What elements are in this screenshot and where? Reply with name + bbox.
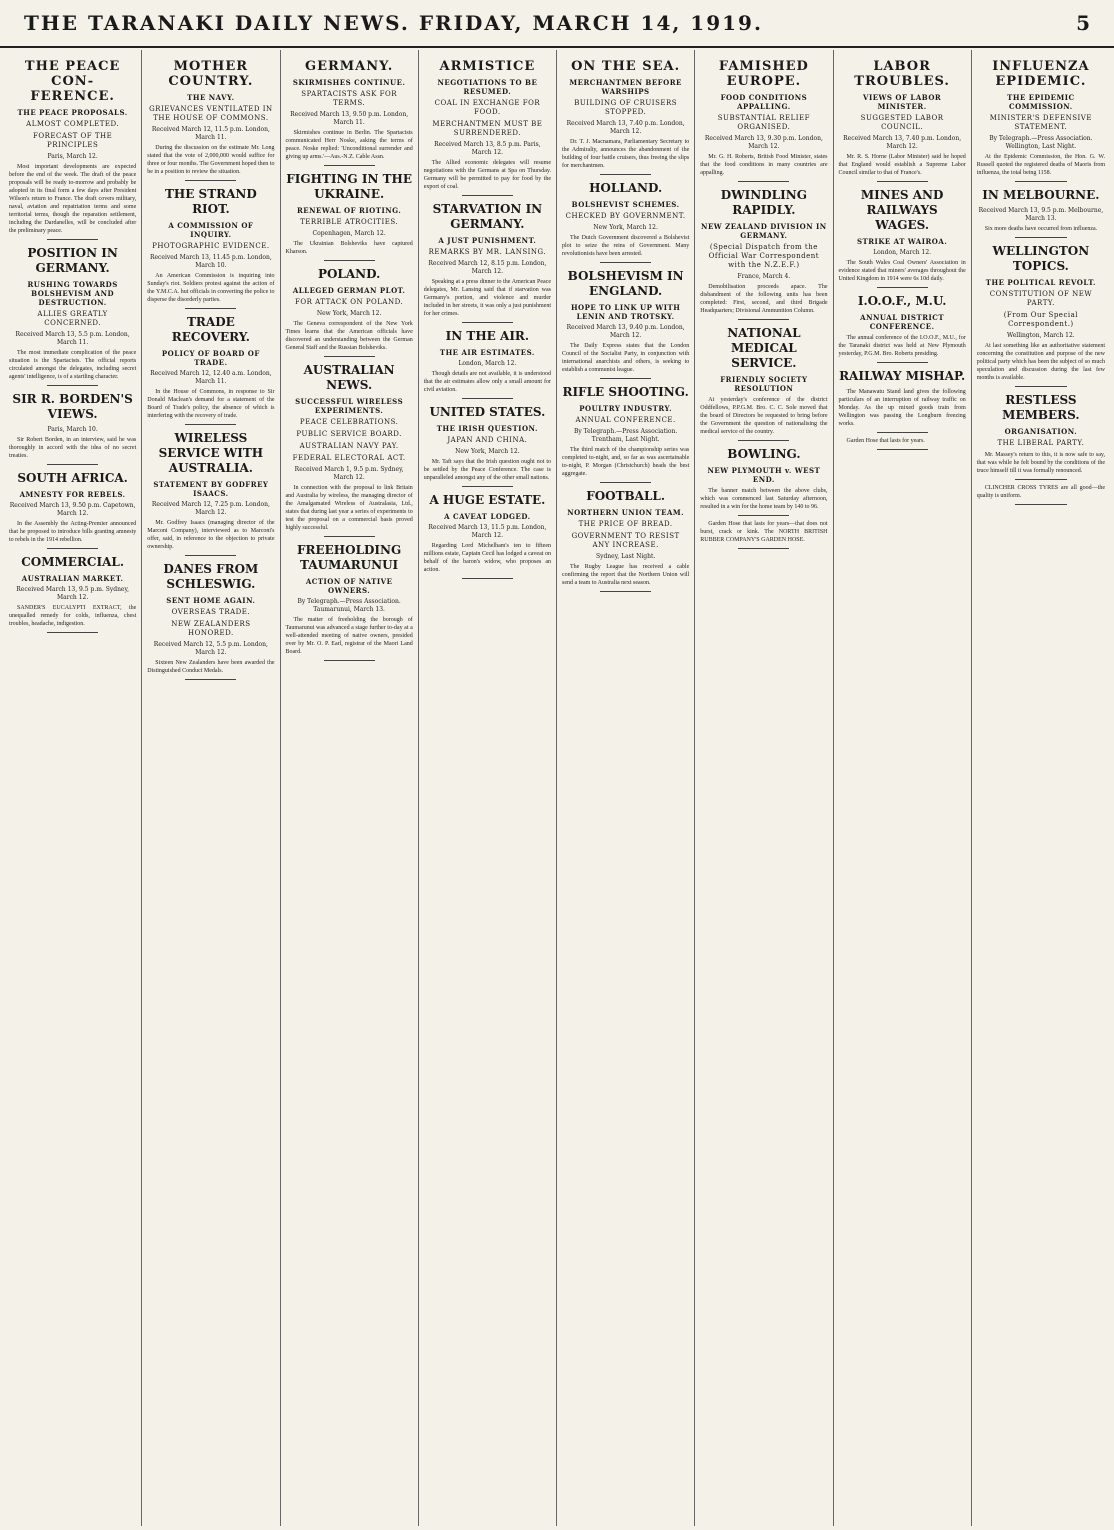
article-subheading: THE NAVY. [187, 93, 235, 102]
article-subheading: ACTION OF NATIVE OWNERS. [305, 577, 393, 595]
article-dateline: Received March 13, 9.30 p.m. London, March 12. [704, 135, 823, 150]
article-body: Though details are not available, it is understood that the air estimates allow only a small amount for civil aviation. [423, 371, 551, 393]
article-subheading: HOPE TO LINK UP WITH LENIN AND TROTSKY. [570, 303, 681, 321]
article-subheading: ANNUAL DISTRICT CONFERENCE. [860, 313, 945, 331]
article-headline: I.O.O.F., M.U. [857, 294, 947, 308]
article-headline: FIGHTING IN THE UKRAINE. [286, 172, 413, 201]
article-subheading: CONSTITUTION OF NEW PARTY. [989, 290, 1093, 307]
article-body: Regarding Lord Michelham's ten to fifteen millions estate, Captain Cecil has lodged a caveat on behalf of the baron's widow, who proposes an action. [423, 543, 551, 573]
article-headline: POSITION IN GERMANY. [27, 246, 118, 275]
article-subheading: SPARTACISTS ASK FOR TERMS. [301, 90, 397, 107]
article-dateline: Received March 13, 11.5 p.m. London, March 12. [428, 524, 547, 539]
article-dateline: By Telegraph.—Press Association. Trentham, Last Night. [573, 428, 678, 443]
column-grid [4, 50, 1110, 1526]
section-divider [877, 449, 928, 450]
section-divider [462, 322, 513, 323]
article-body: Garden Hose that lasts for years. [846, 438, 925, 444]
article-subheading: THE EPIDEMIC COMMISSION. [1007, 93, 1075, 111]
article-body: At yesterday's conference of the district Oddfellows, P.P.G.M. Bro. C. C. Sole moved that the board of Directors be requested to bring before the Government the question of nationalising the medical service of the country. [700, 397, 828, 435]
article-subheading: A CAVEAT LODGED. [444, 512, 531, 521]
article-column [4, 50, 142, 1526]
article-subheading: SUGGESTED LABOR COUNCIL. [860, 114, 944, 131]
article-dateline: New York, March 12. [316, 310, 382, 317]
section-divider [600, 378, 651, 379]
article-subheading: FEDERAL ELECTORAL ACT. [292, 454, 406, 462]
article-headline: FAMISHED EUROPE. [718, 59, 809, 89]
article-subheading: SENT HOME AGAIN. [166, 596, 256, 605]
section-divider [462, 486, 513, 487]
article-headline: AUSTRALIAN NEWS. [303, 363, 395, 392]
article-headline: A HUGE ESTATE. [429, 493, 546, 507]
section-divider [600, 262, 651, 263]
article-body: The Rugby League has received a cable confirming the report that the Northern Union will send a team to Australia next season. [562, 564, 690, 586]
section-divider [185, 555, 236, 556]
article-column [281, 50, 419, 1526]
section-divider [877, 181, 928, 182]
section-divider [185, 679, 236, 680]
article-subheading: NEW ZEALAND DIVISION IN GERMANY. [701, 222, 827, 240]
article-dateline: Paris, March 12. [47, 153, 98, 160]
article-body: The third match of the championship series was completed to-night, and, so far as was ascertainable to-night, P. Morgan (Christchurch) heads the best aggregate. [562, 447, 690, 477]
article-column [557, 50, 695, 1526]
article-headline: INFLUENZA EPIDEMIC. [992, 59, 1090, 89]
article-headline: THE PEACE CON-FERENCE. [24, 59, 121, 104]
section-divider [600, 591, 651, 592]
section-divider [738, 440, 789, 441]
article-headline: COMMERCIAL. [21, 555, 125, 569]
article-body: Dr. T. J. Macnamara, Parliamentary Secretary to the Admiralty, announces the abandonment of the building of four battle cruisers, thus freeing the slips for merchantmen. [562, 139, 690, 169]
article-dateline: Received March 1, 9.5 p.m. Sydney, March 12. [294, 466, 404, 481]
article-dateline: London, March 12. [873, 249, 932, 256]
article-dateline: France, March 4. [737, 273, 791, 280]
article-subheading: CHECKED BY GOVERNMENT. [565, 212, 686, 220]
article-dateline: Received March 13, 8.5 p.m. Paris, March 12. [434, 141, 541, 156]
article-subheading: NEW ZEALANDERS HONORED. [171, 620, 251, 637]
article-column [419, 50, 557, 1526]
article-subheading: FOOD CONDITIONS APPALLING. [720, 93, 808, 111]
article-subheading: ORGANISATION. [1004, 427, 1078, 436]
article-body: The Daily Express states that the London Council of the Socialist Party, in conjunction with international anarchists and others, is seeking to establish a communist league. [562, 343, 690, 373]
article-subheading: BOLSHEVIST SCHEMES. [571, 200, 680, 209]
article-subheading: OVERSEAS TRADE. [171, 608, 251, 616]
article-dateline: Received March 12, 7.25 p.m. London, March 12. [151, 501, 270, 516]
article-dateline: Received March 12, 8.15 p.m. London, March 12. [428, 260, 547, 275]
article-body: The Manawatu Stand land gives the following particulars of an interruption of railway traffic on Monday. As the up mixed goods train from Wellington was passing the Longburn freezing works. [838, 389, 966, 427]
section-divider [324, 260, 375, 261]
article-subheading: (Special Dispatch from the Official War Correspondent with the N.Z.E.F.) [708, 243, 820, 269]
section-divider [47, 385, 98, 386]
article-body: Speaking at a press dinner to the American Peace delegates, Mr. Lansing said that if starvation was Germany's portion, and violence and murder included in her streets, it was only a just punishment for her crimes. [423, 279, 551, 317]
section-divider [1015, 237, 1066, 238]
article-headline: RIFLE SHOOTING. [562, 385, 689, 399]
article-headline: ARMISTICE [439, 59, 536, 74]
article-subheading: FRIENDLY SOCIETY RESOLUTION [720, 375, 808, 393]
article-column [834, 50, 972, 1526]
article-subheading: MINISTER'S DEFENSIVE STATEMENT. [989, 114, 1092, 131]
article-dateline: Received March 12, 5.5 p.m. London, March 12. [153, 641, 268, 656]
article-subheading: THE PRICE OF BREAD. [578, 520, 673, 528]
article-dateline: By Telegraph.—Press Association. Taumarunui, March 13. [297, 598, 401, 613]
article-dateline: Sydney, Last Night. [595, 553, 656, 560]
article-dateline: Received March 12, 12.40 a.m. London, March 11. [150, 370, 272, 385]
article-headline: GERMANY. [304, 59, 394, 74]
section-divider [600, 174, 651, 175]
article-headline: STARVATION IN GERMANY. [432, 202, 543, 231]
section-divider [738, 548, 789, 549]
article-headline: THE STRAND RIOT. [164, 187, 257, 216]
article-headline: MINES AND RAILWAYS WAGES. [860, 188, 944, 232]
article-headline: POLAND. [317, 267, 381, 281]
article-subheading: AUSTRALIAN NAVY PAY. [299, 442, 399, 450]
section-divider [462, 398, 513, 399]
article-dateline: New York, March 12. [593, 224, 658, 231]
article-body: Demobilisation proceeds apace. The disbandment of the following units has been completed: First, second, and third Brigade Headquarters; Divisional Ammunition Column. [700, 284, 828, 314]
article-subheading: SUBSTANTIAL RELIEF ORGANISED. [717, 114, 810, 131]
article-headline: TRADE RECOVERY. [171, 315, 250, 344]
article-headline: LABOR TROUBLES. [854, 59, 950, 89]
article-subheading: THE PEACE PROPOSALS. [17, 108, 128, 117]
article-headline: BOWLING. [727, 447, 801, 461]
article-body: The banner match between the above clubs, which was commenced last Saturday afternoon, resulted in a win for the home team by 140 to 96. [700, 488, 828, 510]
article-dateline: Received March 13, 11.45 p.m. London, March 10. [149, 254, 272, 269]
masthead [0, 0, 1114, 48]
article-body: Six more deaths have occurred from influenza. [984, 226, 1098, 232]
article-subheading: THE POLITICAL REVOLT. [985, 278, 1096, 287]
section-divider [600, 482, 651, 483]
article-subheading: REMARKS BY MR. LANSING. [428, 248, 547, 256]
article-subheading: A COMMISSION OF INQUIRY. [168, 221, 254, 239]
article-subheading: POLICY OF BOARD OF TRADE. [161, 349, 260, 367]
article-body: The Allied economic delegates will resume negotiations with the Germans at Spa on Thursday. Germany will be permitted to pay for food by the export of coal. [423, 160, 551, 190]
article-dateline: Received March 13, 5.5 p.m. London, March 11. [15, 331, 130, 346]
article-headline: BOLSHEVISM IN ENGLAND. [567, 269, 684, 298]
article-body: An American Commission is inquiring into Sunday's riot. Soldiers protest against the action of the Y.M.C.A. hut officials in converting the police to disperse the disorderly parties. [147, 273, 275, 303]
article-headline: UNITED STATES. [429, 405, 546, 419]
article-dateline: Wellington, March 12. [1007, 332, 1075, 339]
article-subheading: ALLIES GREATLY CONCERNED. [37, 310, 108, 327]
article-dateline: New York, March 12. [455, 448, 520, 455]
article-body: Skirmishes continue in Berlin. The Spartacists communicated Herr Noske, asking the terms of peace. Noske replied: 'Unconditional surrender and giving up arms.'—Aus.-N.Z. Cable Assn. [285, 130, 413, 160]
article-body: CLINCHER CROSS TYRES are all good—the quality is uniform. [976, 485, 1105, 499]
section-divider [47, 632, 98, 633]
section-divider [1015, 479, 1066, 480]
article-body: Sixteen New Zealanders have been awarded the Distinguished Conduct Medals. [147, 660, 275, 674]
article-subheading: JAPAN AND CHINA. [447, 436, 528, 444]
article-body: In the Assembly the Acting-Premier announced that he proposed to introduce bills granting amnesty to rebels in the 1914 rebellion. [9, 521, 137, 543]
section-divider [738, 181, 789, 182]
article-headline: DWINDLING RAPIDLY. [720, 188, 807, 217]
article-subheading: ALLEGED GERMAN PLOT. [292, 286, 406, 295]
article-subheading: FORECAST OF THE PRINCIPLES [32, 132, 113, 149]
article-subheading: ANNUAL CONFERENCE. [575, 416, 676, 424]
article-body: The Dutch Government discovered a Bolshevist plot to seize the reins of Government. Many revolutionists have been arrested. [562, 235, 690, 257]
article-headline: FREEHOLDING TAUMARUNUI [297, 543, 402, 572]
article-dateline: By Telegraph.—Press Association. Wellington, Last Night. [989, 135, 1093, 150]
section-divider [877, 362, 928, 363]
article-subheading: GRIEVANCES VENTILATED IN THE HOUSE OF COMMONS. [149, 105, 273, 122]
article-body: Mr. R. S. Horne (Labor Minister) said he hoped that England would establish a Supreme Labor Council similar to that of France's. [838, 154, 966, 176]
article-headline: WELLINGTON TOPICS. [992, 244, 1090, 273]
article-subheading: MERCHANTMEN MUST BE SURRENDERED. [432, 120, 543, 137]
article-subheading: POULTRY INDUSTRY. [579, 404, 673, 413]
article-dateline: London, March 12. [458, 360, 517, 367]
article-subheading: NEGOTIATIONS TO BE RESUMED. [437, 78, 538, 96]
article-subheading: PEACE CELEBRATIONS. [299, 418, 399, 426]
article-headline: IN THE AIR. [445, 329, 530, 343]
section-divider [462, 578, 513, 579]
article-subheading: BUILDING OF CRUISERS STOPPED. [574, 99, 678, 116]
masthead-title: THE TARANAKI DAILY NEWS. FRIDAY, MARCH 14, 1919. [24, 11, 763, 35]
article-headline: MOTHER COUNTRY. [168, 59, 254, 89]
article-headline: RAILWAY MISHAP. [839, 369, 966, 383]
article-body: The Geneva correspondent of the New York Times learns that the American officials have discovered an understanding between the German General Staff and the Russian Bolsheviks. [285, 321, 413, 351]
article-body: In the House of Commons, in response to Sir Donald Maclean's demand for a statement of the Board of Trade's policy, the absence of which is interfering with the recovery of trade. [147, 389, 275, 419]
article-body: SANDER'S EUCALYPTI EXTRACT, the unequalled remedy for colds, influenza, chest troubles, headache, indigestion. [9, 605, 137, 627]
article-subheading: TERRIBLE ATROCITIES. [300, 218, 399, 226]
article-subheading: SUCCESSFUL WIRELESS EXPERIMENTS. [295, 397, 404, 415]
article-subheading: NORTHERN UNION TEAM. [567, 508, 685, 517]
article-body: The Ukrainian Bolsheviks have captured Kharson. [285, 241, 413, 255]
section-divider [185, 424, 236, 425]
article-headline: HOLLAND. [589, 181, 663, 195]
article-dateline: Received March 13, 7.40 p.m. London, March 12. [566, 120, 685, 135]
article-headline: NATIONAL MEDICAL SERVICE. [727, 326, 801, 370]
section-divider [47, 548, 98, 549]
article-column [695, 50, 833, 1526]
article-dateline: Received March 13, 9.50 p.m. Capetown, March 12. [9, 502, 136, 517]
article-subheading: THE IRISH QUESTION. [436, 424, 538, 433]
section-divider [462, 195, 513, 196]
section-divider [324, 165, 375, 166]
article-subheading: STRIKE AT WAIROA. [856, 237, 948, 246]
article-body: Mr. Massey's return to this, it is now safe to say, that was while he felt bound by the conditions of the truce himself till it was formally renounced. [976, 452, 1105, 474]
article-dateline: Received March 12, 11.5 p.m. London, March 11. [151, 126, 270, 141]
article-subheading: AUSTRALIAN MARKET. [21, 574, 124, 583]
section-divider [877, 287, 928, 288]
article-subheading: COAL IN EXCHANGE FOR FOOD. [434, 99, 541, 116]
article-body: Garden Hose that lasts for years—that does not burst, crack or kink. The NORTH BRITISH RUBBER COMPANY'S GARDEN HOSE. [700, 521, 828, 543]
article-subheading: RUSHING TOWARDS BOLSHEVISM AND DESTRUCTION. [27, 280, 118, 307]
article-subheading: SKIRMISHES CONTINUE. [292, 78, 406, 87]
article-headline: IN MELBOURNE. [982, 188, 1100, 202]
article-subheading: AMNESTY FOR REBELS. [19, 490, 126, 499]
article-subheading: (From Our Special Correspondent.) [1003, 311, 1079, 328]
section-divider [1015, 386, 1066, 387]
article-subheading: THE LIBERAL PARTY. [997, 439, 1085, 447]
section-divider [877, 432, 928, 433]
article-dateline: Paris, March 10. [47, 426, 98, 433]
article-body: In connection with the proposal to link Britain and Australia by wireless, the managing director of the Amalgamated Wireless of Australasia, Ltd., states that during last year a series of experiments to test the proposal on a commercial basis proved highly successful. [285, 485, 413, 531]
section-divider [1015, 504, 1066, 505]
article-headline: WIRELESS SERVICE WITH AUSTRALIA. [158, 431, 264, 475]
section-divider [185, 180, 236, 181]
article-dateline: Received March 13, 7.40 p.m. London, March 12. [843, 135, 962, 150]
article-dateline: Received March 13, 9.50 p.m. London, March 11. [290, 111, 409, 126]
article-body: At the Epidemic Commission, the Hon. G. W. Russell quoted the registered deaths of Maoris from influenza, the total being 1158. [976, 154, 1105, 176]
section-divider [185, 308, 236, 309]
section-divider [47, 239, 98, 240]
article-subheading: THE AIR ESTIMATES. [439, 348, 535, 357]
article-body: The annual conference of the I.O.O.F., M.U., for the Taranaki district was held at New Plymouth yesterday, P.G.M. Bro. Roberts presiding. [838, 335, 966, 357]
article-body: The most immediate complication of the peace situation is the Spartacists. The official reports circulated amongst the delegates, including secret agents' intelligence, is of a startling character. [9, 350, 137, 380]
article-subheading: RENEWAL OF RIOTING. [296, 206, 402, 215]
article-subheading: FOR ATTACK ON POLAND. [295, 298, 404, 306]
article-headline: RESTLESS MEMBERS. [1002, 393, 1080, 422]
article-dateline: Received March 13, 9.5 p.m. Sydney, March 12. [16, 586, 129, 601]
section-divider [738, 319, 789, 320]
article-body: Mr. G. H. Roberts, British Food Minister, states that the food conditions in many countries are appalling. [700, 154, 828, 176]
page-number: 5 [1076, 11, 1090, 35]
section-divider [47, 464, 98, 465]
section-divider [324, 356, 375, 357]
article-body: The matter of freeholding the borough of Taumarunui was advanced a stage further to-day at a well-attended meeting of native owners, presided over by Mr. O. P. Earl, registrar of the Maori Land Board. [285, 617, 413, 655]
article-body: During the discussion on the estimate Mr. Long stated that the vote of 2,000,000 would suffice for three or four months. The Government hoped then to be in a position to review the situation. [147, 145, 275, 175]
article-headline: SOUTH AFRICA. [17, 471, 128, 485]
article-subheading: ALMOST COMPLETED. [26, 120, 120, 128]
article-headline: FOOTBALL. [586, 489, 666, 503]
article-column [972, 50, 1110, 1526]
article-headline: DANES FROM SCHLESWIG. [163, 562, 259, 591]
article-body: Sir Robert Borden, in an interview, said he was thoroughly in accord with the idea of no secret treaties. [9, 437, 137, 459]
article-subheading: VIEWS OF LABOR MINISTER. [863, 93, 942, 111]
article-dateline: Copenhagen, March 12. [312, 230, 386, 237]
article-headline: ON THE SEA. [571, 59, 681, 74]
article-subheading: PUBLIC SERVICE BOARD. [296, 430, 402, 438]
article-subheading: GOVERNMENT TO RESIST ANY INCREASE. [571, 532, 680, 549]
article-dateline: Received March 13, 9.40 p.m. London, March 12. [566, 324, 685, 339]
section-divider [324, 536, 375, 537]
article-body: Most important developments are expected before the end of the week. The draft of the peace proposals will be ready to-morrow and probably be adopted in its final form a few days after President Wilson's return to France. The draft covers military, naval, aviation and repatriation terms and some territorial terms, though the reparation settlement, including the Dardanelles, will be concluded after the preliminary peace. [9, 164, 137, 234]
article-subheading: NEW PLYMOUTH v. WEST END. [707, 466, 821, 484]
section-divider [1015, 181, 1066, 182]
article-column [142, 50, 280, 1526]
article-subheading: MERCHANTMEN BEFORE WARSHIPS [569, 78, 682, 96]
article-body: Mr. Taft says that the Irish question ought not to be settled by the Peace Conference. The case is unparalleled amongst any of the other small nations. [423, 459, 551, 481]
article-subheading: PHOTOGRAPHIC EVIDENCE. [152, 242, 270, 250]
article-subheading: A JUST PUNISHMENT. [438, 236, 537, 245]
section-divider [324, 660, 375, 661]
article-headline: SIR R. BORDEN'S VIEWS. [12, 392, 133, 421]
article-body: At last something like an authoritative statement concerning the constitution and purpose of the new political party which has been the subject of so much speculation and discussion during the last few months is available. [976, 343, 1105, 381]
section-divider [738, 515, 789, 516]
article-subheading: STATEMENT BY GODFREY ISAACS. [153, 480, 269, 498]
article-body: Mr. Godfrey Isaacs (managing director of the Marconi Company), interviewed as to Marconi's offer, said, in reference to the objection to private ownership. [147, 520, 275, 550]
article-dateline: Received March 13, 9.5 p.m. Melbourne, March 13. [978, 207, 1104, 222]
article-body: The South Wales Coal Owners' Association in evidence stated that miners' averages throughout the United Kingdom in 1914 were 6s 10d daily. [838, 260, 966, 282]
